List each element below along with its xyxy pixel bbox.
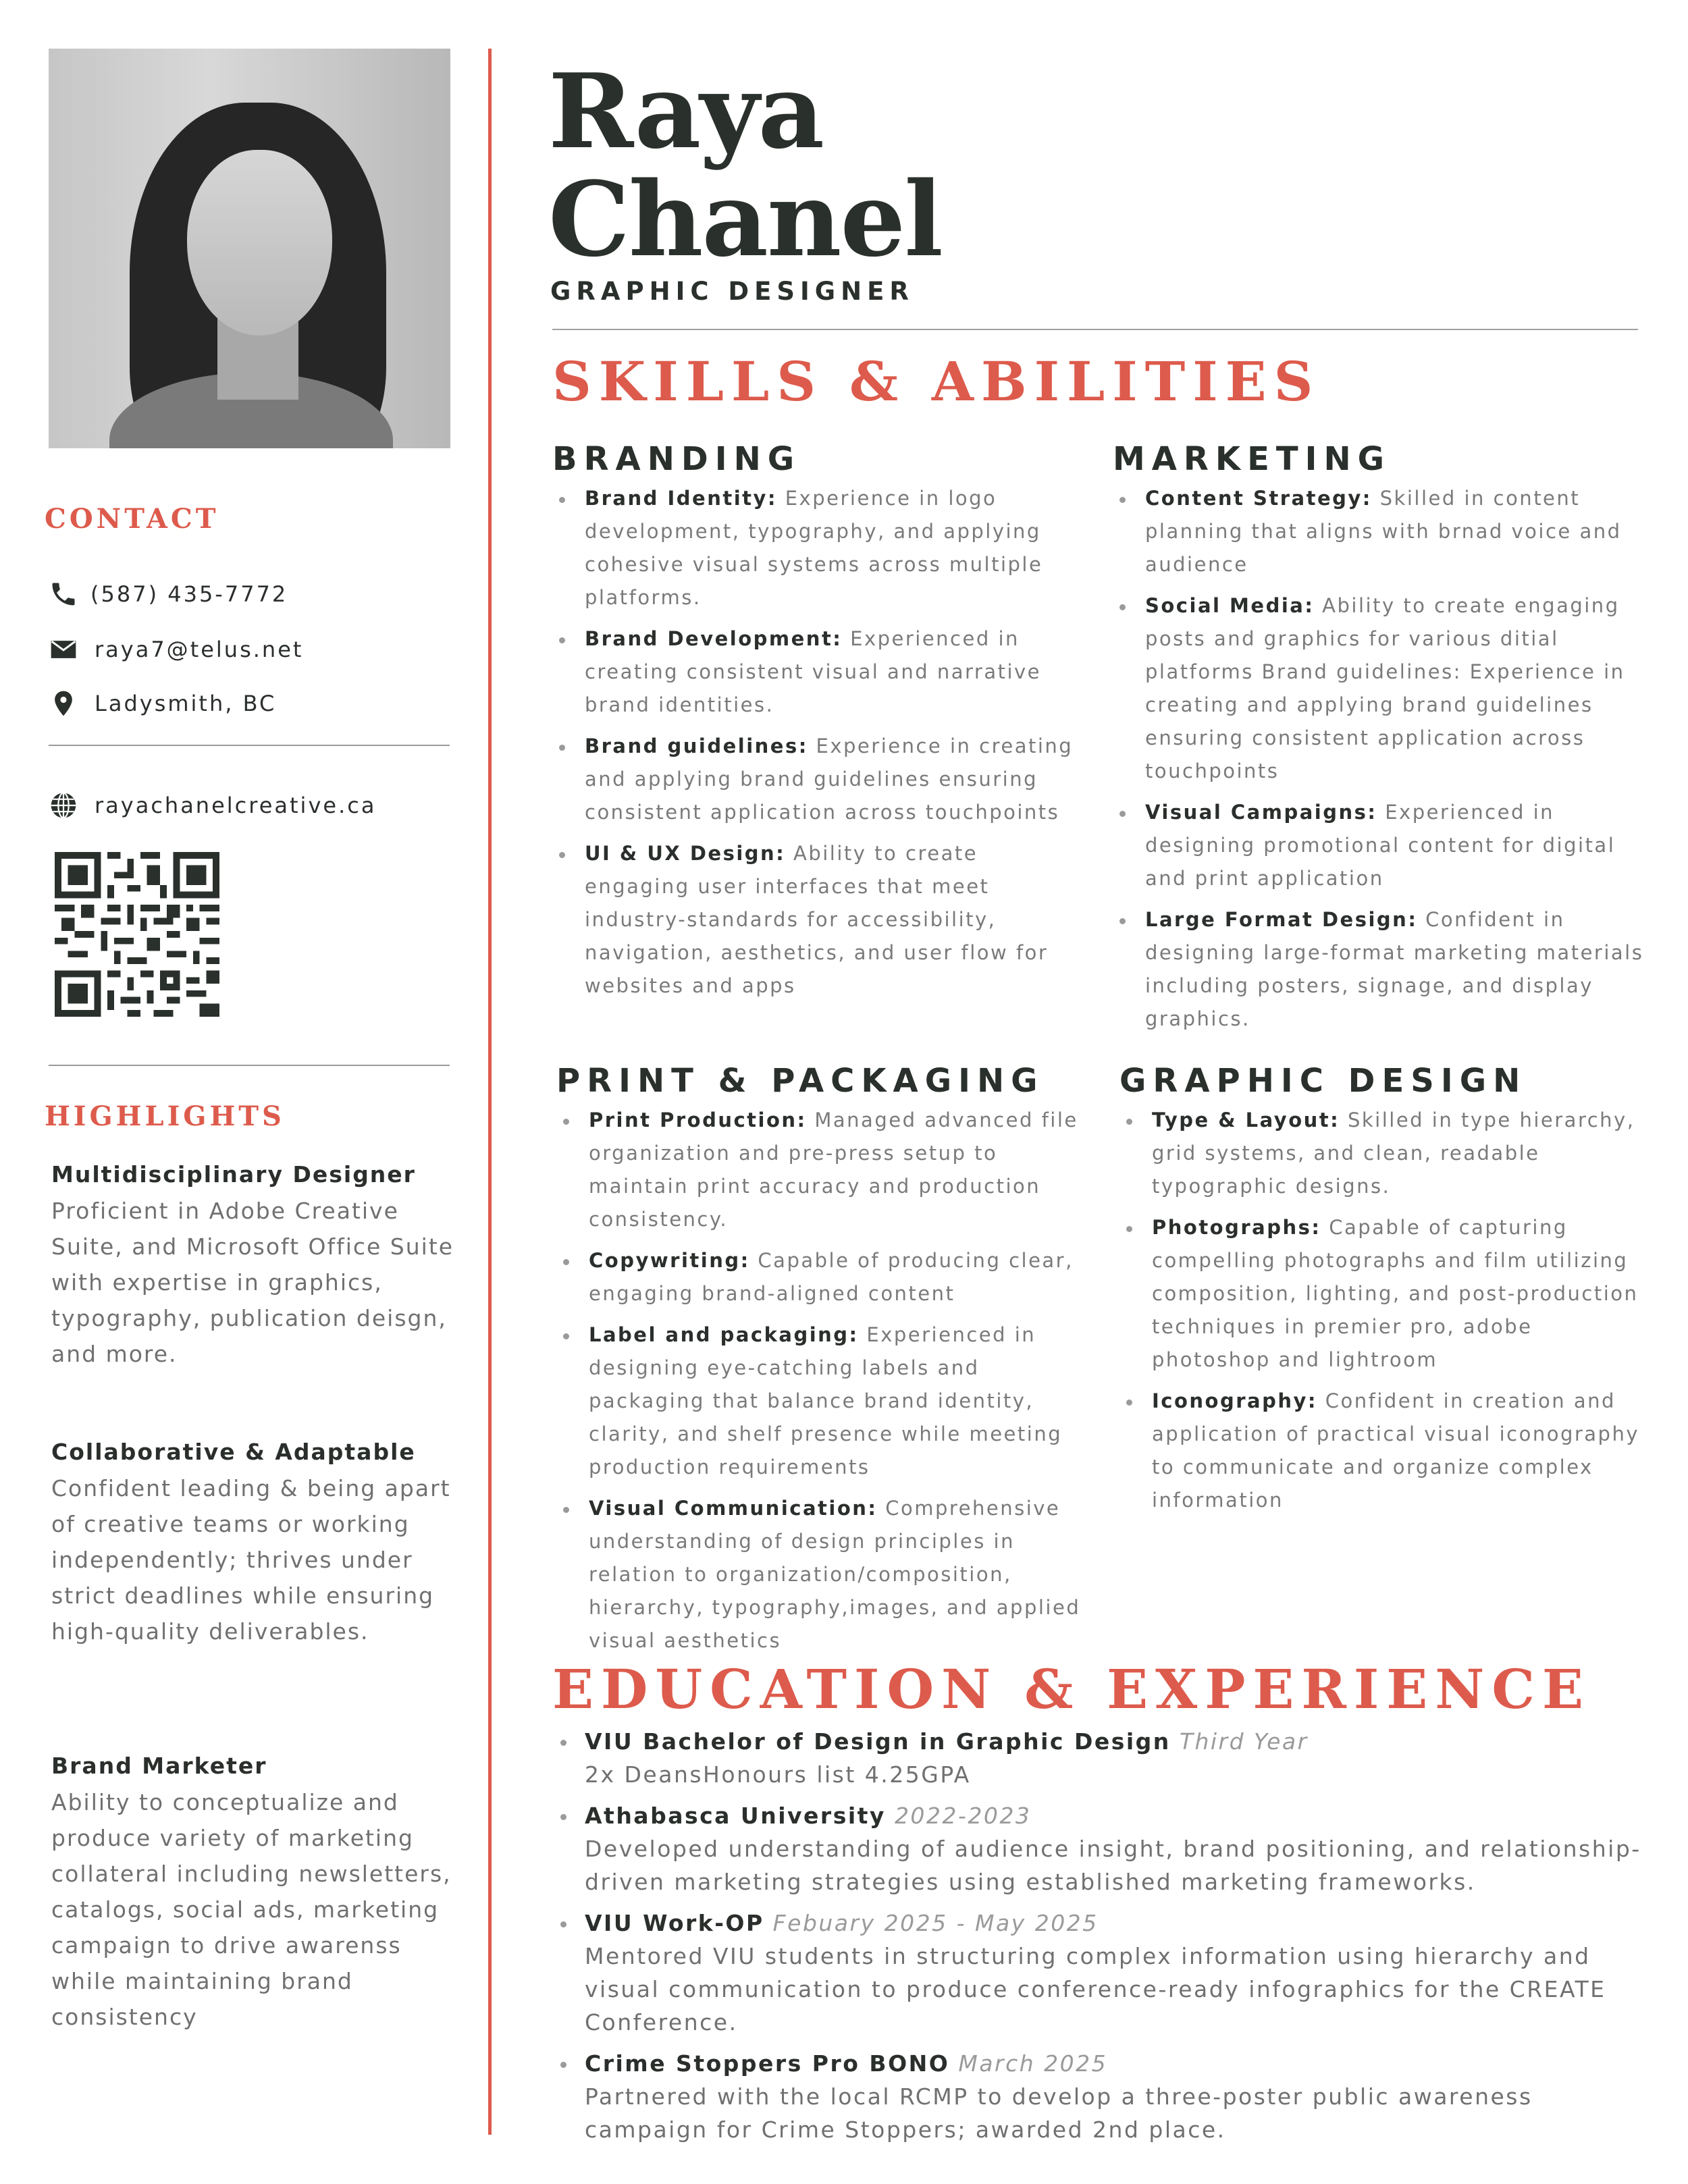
category-title: BRANDING [552,440,801,478]
list-item: Copywriting: Capable of producing clear, engaging brand-aligned content [556,1244,1090,1310]
skills-print-packaging [556,1062,1090,1666]
column-divider [488,49,492,2135]
list-item: Brand guidelines: Experience in creating and applying brand guidelines ensuring consistent application across touchpoints [552,730,1086,829]
contact-phone[interactable] [49,577,288,611]
list-item: Label and packaging: Experienced in designing eye-catching labels and packaging that balance brand identity, clarity, and shelf presence while meeting production requirements [556,1319,1090,1484]
name-first: Raya [548,51,824,171]
list-item: Photographs: Capable of capturing compelling photographs and film utilizing composition, lighting, and post-production techniques in premier pro, adobe photoshop and lightroom [1119,1211,1653,1377]
skill-list [1113,482,1646,1036]
contact-email[interactable] [49,633,303,666]
website-text: rayachanelcreative.ca [95,793,377,818]
category-title: GRAPHIC DESIGN [1119,1062,1527,1100]
category-title: MARKETING [1113,440,1392,478]
highlights-heading: HIGHLIGHTS [45,1100,285,1132]
list-item: Brand Identity: Experience in logo development, typography, and applying cohesive visual systems across multiple platforms. [552,482,1086,614]
skills-marketing [1113,440,1646,1044]
email-text: raya7@telus.net [95,637,304,662]
list-item: VIU Bachelor of Design in Graphic Design Third Year 2x DeansHonours list 4.25GPA [552,1725,1653,1791]
name-last: Chanel [548,159,942,279]
highlight-body: Confident leading & being apart of creative teams or working independently; thrives under strict deadlines while ensuring high-quality deliverables. [51,1475,451,1645]
contact-location [49,687,276,720]
profile-photo [49,49,450,448]
list-item: UI & UX Design: Ability to create engaging user interfaces that meet industry-standards for accessibility, navigation, aesthetics, and user flow for websites and apps [552,837,1086,1003]
highlight-title: Collaborative & Adaptable [51,1439,416,1465]
mail-icon [49,635,78,664]
highlight-body: Ability to conceptualize and produce variety of marketing collateral including newsletters, catalogs, social ads, marketing campaign to drive awarenss while maintaining brand consistency [51,1789,452,2030]
globe-icon [49,791,78,820]
skill-list [556,1104,1090,1657]
divider [552,329,1638,330]
list-item: Athabasca University 2022-2023 Developed understanding of audience insight, brand positioning, and relationship-driven marketing strategies using established marketing frameworks. [552,1799,1653,1898]
list-item: Brand Development: Experienced in creating consistent visual and narrative brand identities. [552,622,1086,722]
skills-branding [552,440,1086,1011]
education-experience [552,1725,1653,2154]
list-item: Iconography: Confident in creation and application of practical visual iconography to communicate and organize complex information [1119,1385,1653,1517]
job-title: GRAPHIC DESIGNER [550,277,914,306]
list-item: Print Production: Managed advanced file organization and pre-press setup to maintain print accuracy and production consistency. [556,1104,1090,1236]
contact-heading: CONTACT [45,503,219,535]
list-item: Type & Layout: Skilled in type hierarchy, grid systems, and clean, readable typographic designs. [1119,1104,1653,1203]
contact-website[interactable] [49,789,376,822]
list-item: Large Format Design: Confident in designing large-format marketing materials including posters, signage, and display graphics. [1113,903,1646,1036]
list-item: Crime Stoppers Pro BONO March 2025 Partnered with the local RCMP to develop a three-poster public awareness campaign for Crime Stoppers; awarded 2nd place. [552,2047,1653,2146]
candidate-name [548,51,942,279]
list-item: Content Strategy: Skilled in content planning that aligns with brnad voice and audience [1113,482,1646,581]
skills-heading: SKILLS & ABILITIES [552,350,1321,413]
divider [49,745,450,746]
list-item: Visual Campaigns: Experienced in designing promotional content for digital and print application [1113,796,1646,895]
list-item: VIU Work-OP Febuary 2025 - May 2025 Mentored VIU students in structuring complex information using hierarchy and visual communication to produce conference-ready infographics for the CREATE Conference. [552,1907,1653,2039]
qr-code-icon[interactable] [54,852,220,1017]
phone-text: (587) 435-7772 [90,581,288,607]
highlight-title: Multidisciplinary Designer [51,1161,416,1188]
skill-list [552,482,1086,1003]
highlight-body: Proficient in Adobe Creative Suite, and Microsoft Office Suite with expertise in graphics, typography, publication deisgn, and more. [51,1198,454,1367]
location-text: Ladysmith, BC [95,691,277,716]
skills-graphic-design [1119,1062,1653,1525]
education-heading: EDUCATION & EXPERIENCE [552,1657,1591,1721]
list-item: Visual Communication: Comprehensive understanding of design principles in relation to organization/composition, hierarchy, typography,images, and applied visual aesthetics [556,1492,1090,1657]
education-list [552,1725,1653,2146]
skill-list [1119,1104,1653,1517]
location-pin-icon [49,689,78,718]
highlight-title: Brand Marketer [51,1753,267,1779]
divider [49,1065,450,1066]
phone-icon [49,579,78,609]
list-item: Social Media: Ability to create engaging posts and graphics for various ditial platforms Brand guidelines: Experience in creating and applying brand guidelines ensuring consistent application across touchpoints [1113,589,1646,788]
category-title: PRINT & PACKAGING [556,1062,1045,1100]
